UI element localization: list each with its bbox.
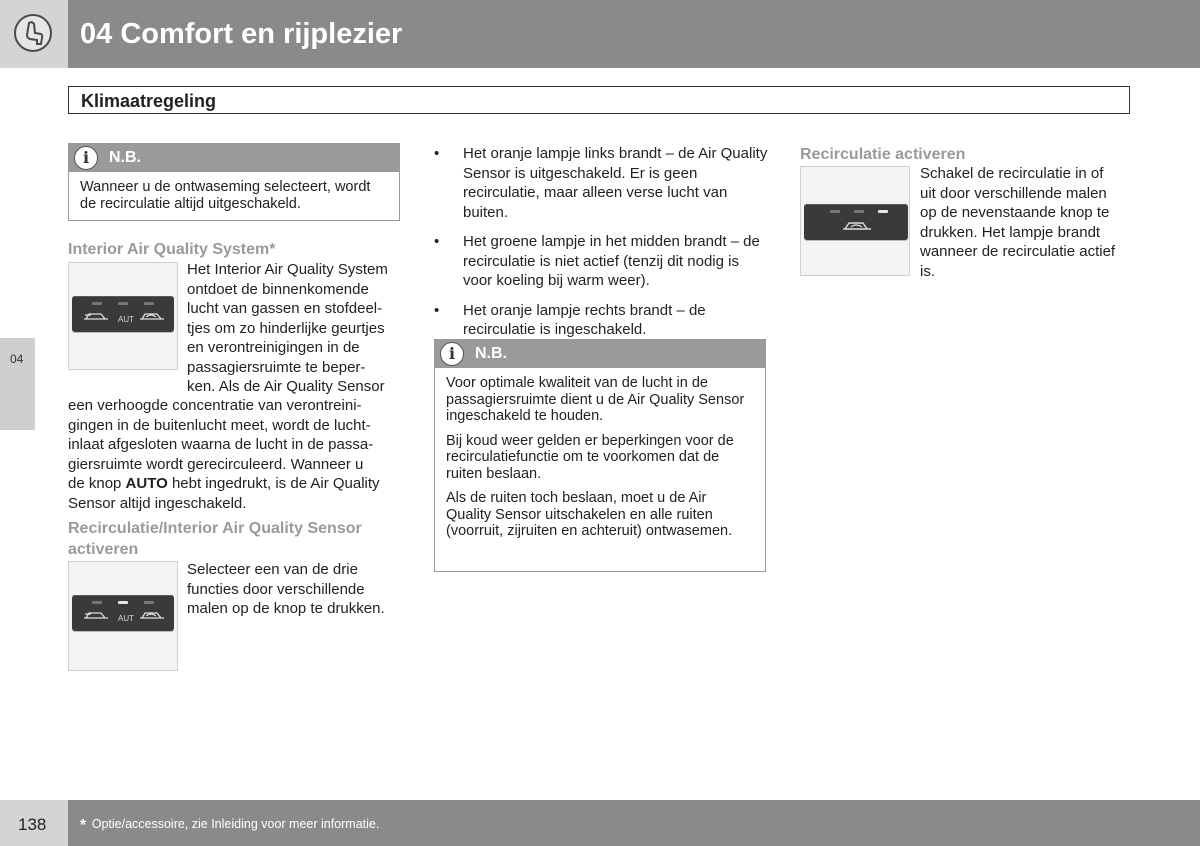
text-line: drukken. Het lampje brandt <box>920 223 1101 241</box>
iaq-full-text <box>68 396 402 513</box>
recirculation-car-icon <box>842 219 872 234</box>
text-line: passagiersruimte te beper- <box>187 358 366 376</box>
footnote <box>80 817 379 835</box>
text-line: ontdoet de binnenkomende <box>187 280 369 298</box>
climate-button-panel <box>72 296 174 332</box>
text-line: is. <box>920 262 935 280</box>
recirc-iaq-text <box>187 560 401 619</box>
recirc-heading: Recirculatie activeren <box>800 146 966 163</box>
led-right <box>144 601 154 604</box>
led-left <box>92 302 102 305</box>
note-text <box>435 368 765 548</box>
auto-label: AUT <box>118 315 134 324</box>
text-line: lucht van gassen en stofdeel- <box>187 300 383 317</box>
chapter-tab-label: 04 <box>10 352 24 366</box>
text-line: en verontreinigingen in de <box>187 339 360 356</box>
text-line: malen op de knop te drukken. <box>187 600 385 617</box>
text-line: Sensor altijd ingeschakeld. <box>68 494 247 512</box>
list-item: • Het oranje lampje rechts brandt – de recirculatie is ingeschakeld. <box>434 301 768 340</box>
led-middle <box>118 601 128 604</box>
note-label: N.B. <box>109 149 141 166</box>
heading-line: Recirculatie/Interior Air Quality Sensor <box>68 520 362 537</box>
note-paragraph: Als de ruiten toch beslaan, moet u de Air Quality Sensor uitschakelen en alle ruiten (voorruit, zijruiten en achteruit) ontwasemen. <box>446 490 733 539</box>
chapter-tab <box>0 338 35 430</box>
led-middle <box>118 302 128 305</box>
text-line: functies door verschillende <box>187 580 365 598</box>
iaq-heading: Interior Air Quality System* <box>68 241 276 258</box>
auto-label: AUT <box>118 614 134 623</box>
text-line: een verhoogde concentratie van verontreini- <box>68 397 362 414</box>
text-line: Selecteer een van de drie <box>187 561 358 578</box>
list-item: • Het oranje lampje links brandt – de Air Quality Sensor is uitgeschakeld. Er is geen recirculatie, maar alleen verse lucht van buiten. <box>434 144 768 222</box>
info-icon: i <box>74 146 98 170</box>
text-line: giersruimte wordt gerecirculeerd. Wanneer u <box>68 455 364 473</box>
text-line: wanneer de recirculatie actief <box>920 243 1116 260</box>
heading-line: activeren <box>68 541 139 558</box>
climate-button-panel <box>72 595 174 631</box>
note-box-defrost <box>68 143 400 221</box>
seat-icon <box>14 14 52 52</box>
led-right <box>878 210 888 213</box>
note-paragraph: Voor optimale kwaliteit van de lucht in de passagiersruimte dient u de Air Quality Sensor ingeschakeld te houden. <box>446 375 745 424</box>
info-icon: i <box>440 342 464 366</box>
note-header <box>69 144 399 172</box>
lamp-status-list <box>434 144 768 350</box>
note-box-air-quality <box>434 339 766 572</box>
note-text <box>69 172 399 220</box>
footnote-marker: * <box>80 817 87 834</box>
text-fragment: de knop <box>68 475 126 492</box>
note-header <box>435 340 765 368</box>
text-line: ken. Als de Air Quality Sensor <box>187 378 385 395</box>
text-line-auto <box>68 474 402 494</box>
note-paragraph: Wanneer u de ontwaseming selecteert, wordt de recirculatie altijd uitgeschakeld. <box>80 179 371 212</box>
recirc-text <box>920 164 1134 281</box>
led-left <box>830 210 840 213</box>
text-line: inlaat afgesloten waarna de lucht in de passa- <box>68 436 374 453</box>
chapter-icon-box <box>0 0 68 68</box>
recirculation-car-icon <box>140 310 166 324</box>
auto-button-name: AUTO <box>125 475 168 492</box>
text-fragment: hebt ingedrukt, is de Air Quality <box>167 475 380 492</box>
recirculation-button-panel <box>804 204 908 240</box>
section-title: Klimaatregeling <box>81 91 217 111</box>
chapter-header <box>68 0 1200 68</box>
fresh-air-car-icon <box>84 609 110 623</box>
text-line: op de nevenstaande knop te <box>920 204 1110 221</box>
text-line: uit door verschillende malen <box>920 184 1107 202</box>
led-middle <box>854 210 864 213</box>
text-line: tjes om zo hinderlijke geurtjes <box>187 319 385 337</box>
chapter-title: 04 Comfort en rijplezier <box>80 18 403 50</box>
text-line: gingen in de buitenlucht meet, wordt de lucht- <box>68 416 371 434</box>
iaq-wrap-text <box>187 260 401 397</box>
note-paragraph: Bij koud weer gelden er beperkingen voor de recirculatiefunctie om te voorkomen dat de ruiten beslaan. <box>446 432 734 482</box>
list-item: • Het groene lampje in het midden brandt – de recirculatie is niet actief (tenzij dit nodig is voor koeling bij warm weer). <box>434 232 768 291</box>
page-number-box <box>0 800 68 846</box>
led-right <box>144 302 154 305</box>
page-number: 138 <box>18 815 47 834</box>
footnote-text: Optie/accessoire, zie Inleiding voor meer informatie. <box>91 817 380 831</box>
footer-bar <box>68 800 1200 846</box>
recirculation-car-icon <box>140 609 166 623</box>
iaq-button-figure <box>68 262 178 370</box>
section-title-box <box>68 86 1130 114</box>
led-left <box>92 601 102 604</box>
text-line: Het Interior Air Quality System <box>187 261 388 278</box>
text-line: Schakel de recirculatie in of <box>920 165 1104 182</box>
note-label: N.B. <box>475 345 507 362</box>
recirc-iaq-button-figure <box>68 561 178 671</box>
recirc-button-figure <box>800 166 910 276</box>
recirc-iaq-heading <box>68 519 398 560</box>
fresh-air-car-icon <box>84 310 110 324</box>
